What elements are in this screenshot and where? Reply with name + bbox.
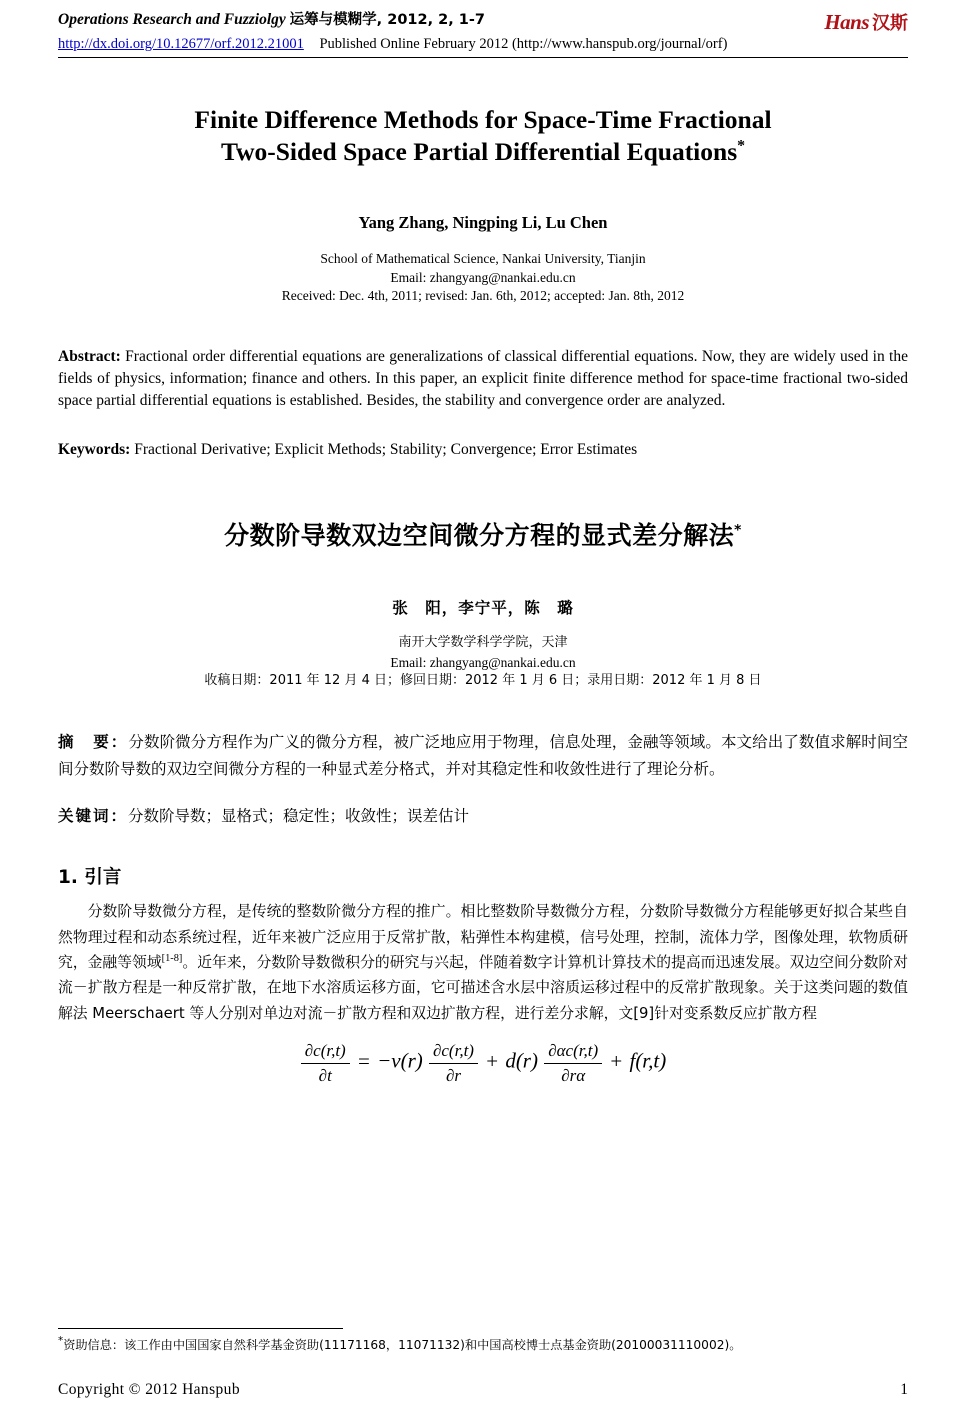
footnote-marker: * (58, 1335, 64, 1348)
equation-term1-fraction (429, 1040, 478, 1086)
footnote-area (58, 1328, 908, 1355)
authors-cn: 张 阳，李宁平，陈 璐 (392, 598, 574, 617)
footnote-text (58, 1334, 908, 1355)
copyright-text: Copyright © 2012 Hanspub (58, 1381, 240, 1398)
equation-d-r: d(r) (505, 1048, 538, 1073)
abstract-en-text: Fractional order differential equations are generalizations of classical differential equations. Now, they are widely used in the fields of physics, information; finance and others. In this paper, an explicit finite difference method for space-time fractional two-sided space partial differential equations is established. Besides, the stability and convergence order are analyzed. (58, 347, 908, 409)
publisher-logo-cn: 汉斯 (872, 13, 908, 34)
affiliation-cn-dates: 收稿日期：2011 年 12 月 4 日；修回日期：2012 年 1 月 6 日；录用日期：2012 年 1 月 8 日 (204, 673, 762, 689)
keywords-cn-label: 关键词： (58, 807, 129, 826)
keywords-en-label: Keywords: (58, 440, 131, 458)
doi-link[interactable]: http://dx.doi.org/10.12677/orf.2012.21001 (58, 35, 304, 52)
publisher-logo-latin: Hans (824, 10, 869, 34)
abstract-cn-text: 分数阶微分方程作为广义的微分方程，被广泛地应用于物理，信息处理，金融等领域。本文给出了数值求解时间空间分数阶导数的双边空间微分方程的一种显式差分格式，并对其稳定性和收敛性进行了理论分析。 (58, 733, 908, 778)
journal-title-line (58, 10, 485, 29)
title-line-2: Two-Sided Space Partial Differential Equations (220, 137, 738, 167)
equation-1 (58, 1040, 908, 1086)
publication-info: Published Online February 2012 (http://www.hanspub.org/journal/orf) (319, 35, 728, 52)
equation-plus-1: + (486, 1048, 499, 1073)
affiliation-cn-email: Email: zhangyang@nankai.edu.cn (390, 654, 576, 670)
abstract-en (58, 346, 908, 412)
page-title-cn (58, 516, 908, 552)
section-1-text-part2: 。近年来，分数阶导数微积分的研究与兴起，伴随着数字计算机计算技术的提高而迅速发展。双边空间分数阶对流－扩散方程是一种反常扩散，在地下水溶质运移方面，它可描述含水层中溶质运移过程中的反常扩散现象。关于这类问题的数值解法 Meerschaert 等人分别对单边对流－扩散方程和双边扩散方程，进行差分求解，文[9]针对变系数反应扩散方程 (58, 954, 908, 1022)
equation-term2-numerator: ∂αc(r,t) (544, 1040, 602, 1063)
equation-term1-numerator: ∂c(r,t) (429, 1040, 478, 1063)
equation-lhs-denominator: ∂t (318, 1065, 332, 1085)
keywords-cn (58, 804, 908, 829)
affiliation-en-dates: Received: Dec. 4th, 2011; revised: Jan. 6th, 2012; accepted: Jan. 8th, 2012 (281, 288, 685, 304)
journal-title-en: Operations Research and Fuzziolgy (58, 11, 286, 28)
affiliation-cn (58, 634, 908, 691)
affiliation-en-line1: School of Mathematical Science, Nankai University, Tianjin (320, 250, 646, 266)
section-heading-1: 1. 引言 (58, 867, 122, 889)
equation-term2-denominator: ∂rα (561, 1065, 586, 1085)
equation-term2-fraction (544, 1040, 602, 1086)
journal-title-cn: 运筹与模糊学, 2012, 2, 1-7 (289, 12, 485, 28)
equation-equals: = (357, 1048, 370, 1073)
page-number: 1 (900, 1381, 908, 1398)
section-1-text-part1: 分数阶导数微分方程，是传统的整数阶微分方程的推广。相比整数阶导数微分方程，分数阶导数微分方程能够更好拟合某些自然物理过程和动态系统过程，近年来被广泛应用于反常扩散，粘弹性本构建模，信号处理，控制，流体力学，图像处理，软物质研究，金融等领域 (58, 903, 908, 972)
abstract-cn-label: 摘 要： (58, 733, 129, 752)
keywords-cn-text: 分数阶导数；显格式；稳定性；收敛性；误差估计 (128, 807, 470, 826)
abstract-en-label: Abstract: (58, 347, 121, 365)
equation-plus-2: + (610, 1048, 623, 1073)
title-line-1: Finite Difference Methods for Space-Time Fractional (194, 104, 772, 134)
affiliation-en (58, 250, 908, 306)
authors-en: Yang Zhang, Ningping Li, Lu Chen (358, 212, 608, 232)
title-cn-footnote-marker: * (734, 522, 742, 539)
section-1-paragraph (58, 899, 908, 1026)
title-footnote-marker: * (737, 137, 746, 155)
equation-lhs-numerator: ∂c(r,t) (301, 1040, 350, 1063)
page-title (83, 104, 883, 169)
title-cn-text: 分数阶导数双边空间微分方程的显式差分解法 (224, 520, 735, 550)
equation-term1-denominator: ∂r (445, 1065, 461, 1085)
equation-minus-v: −v(r) (377, 1048, 423, 1073)
affiliation-cn-line1: 南开大学数学科学学院，天津 (398, 634, 568, 650)
citation-ref[interactable]: [1-8] (161, 953, 183, 965)
keywords-en-text: Fractional Derivative; Explicit Methods; Stability; Convergence; Error Estimates (130, 440, 638, 458)
page-footer (58, 1381, 908, 1399)
abstract-cn (58, 729, 908, 782)
footnote-divider (58, 1328, 343, 1329)
publisher-logo (824, 10, 908, 35)
footnote-body: 资助信息：该工作由中国国家自然科学基金资助(11171168，11071132)和中国高校博士点基金资助(20100031110002)。 (63, 1338, 742, 1353)
page-header (58, 10, 908, 35)
affiliation-en-email: Email: zhangyang@nankai.edu.cn (390, 269, 576, 285)
equation-forcing-term: f(r,t) (629, 1048, 667, 1073)
header-divider (58, 57, 908, 58)
doi-line (58, 36, 908, 53)
keywords-en (58, 439, 908, 461)
equation-lhs-fraction (301, 1040, 350, 1086)
